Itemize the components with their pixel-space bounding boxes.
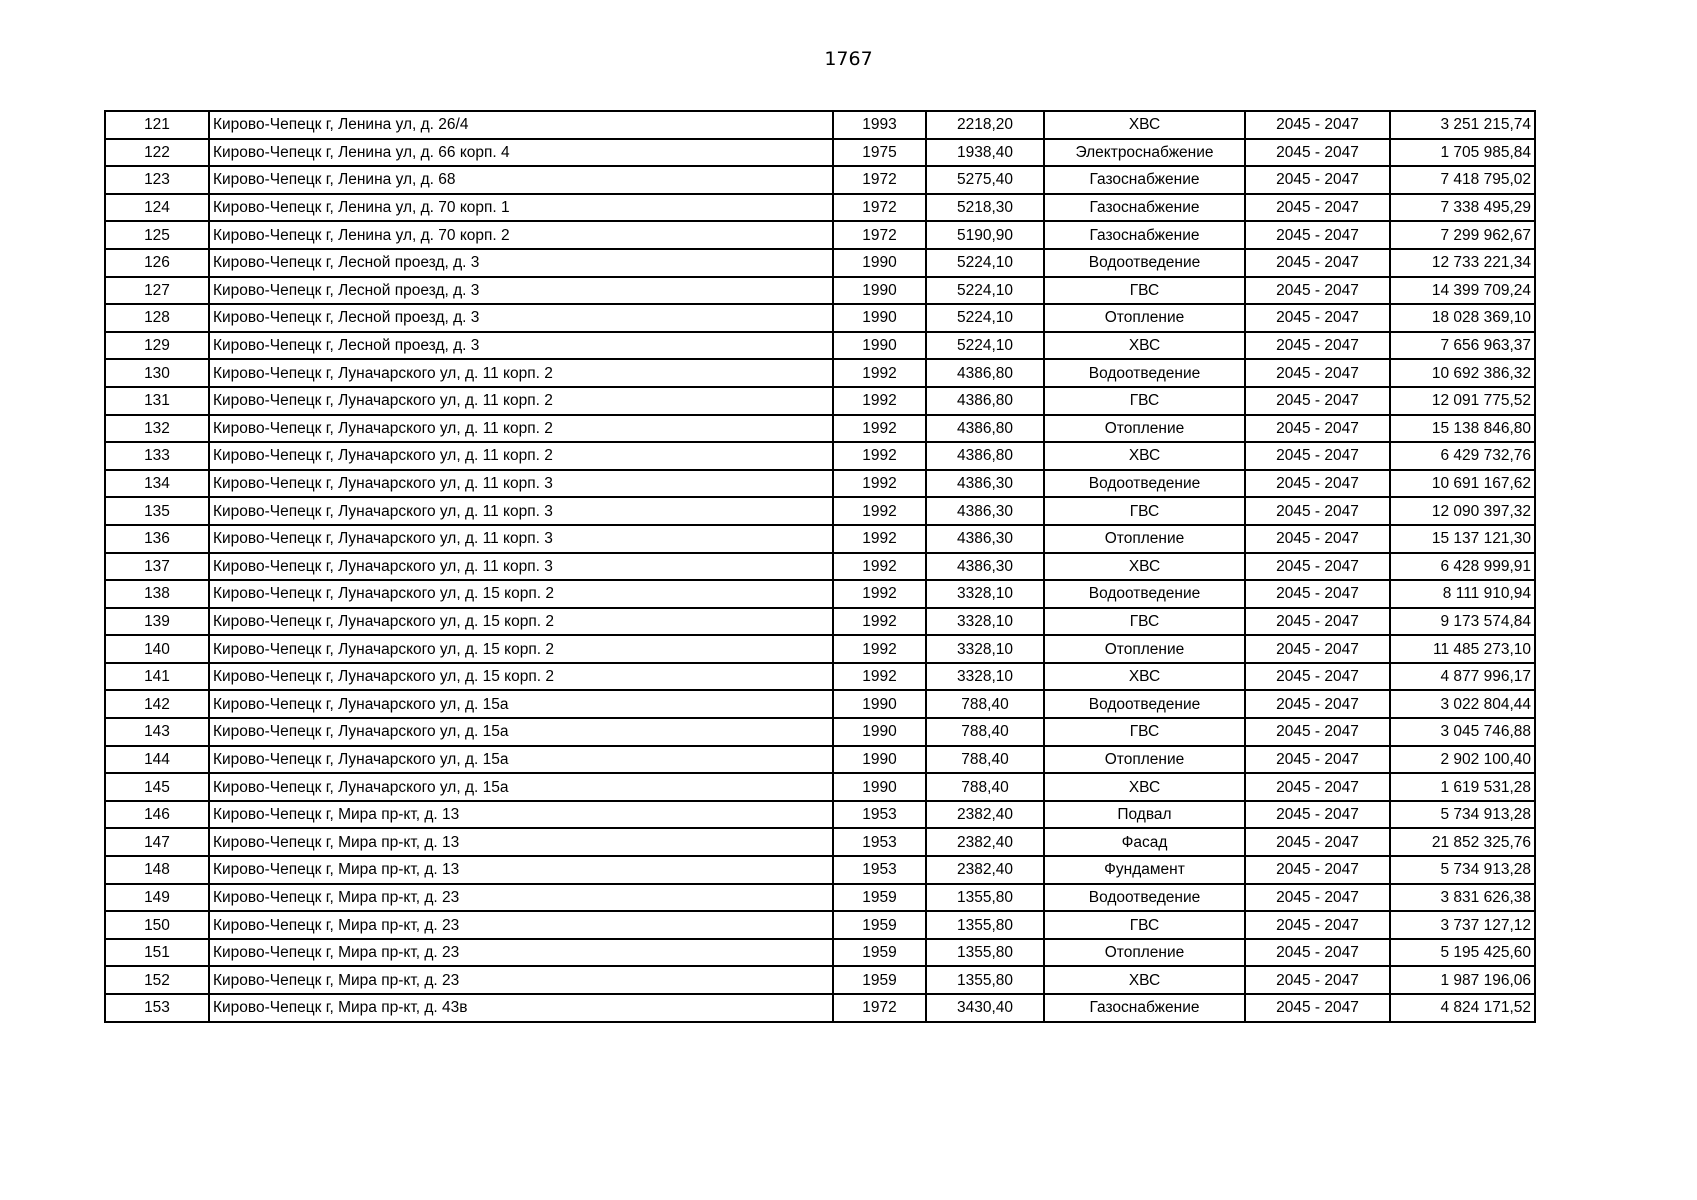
period-cell: 2045 - 2047 <box>1245 277 1390 305</box>
cost-cell: 7 338 495,29 <box>1390 194 1535 222</box>
work-type-cell: Газоснабжение <box>1044 221 1245 249</box>
work-type-cell: ГВС <box>1044 277 1245 305</box>
work-type-cell: Газоснабжение <box>1044 166 1245 194</box>
area-cell: 4386,80 <box>926 415 1044 443</box>
cost-cell: 21 852 325,76 <box>1390 828 1535 856</box>
row-number-cell: 149 <box>105 884 209 912</box>
build-year-cell: 1959 <box>833 966 926 994</box>
work-type-cell: ХВС <box>1044 442 1245 470</box>
row-number-cell: 151 <box>105 939 209 967</box>
table-row <box>105 746 1535 774</box>
build-year-cell: 1972 <box>833 994 926 1022</box>
table-row <box>105 139 1535 167</box>
address-cell: Кирово-Чепецк г, Луначарского ул, д. 11 корп. 3 <box>209 497 833 525</box>
table-row <box>105 470 1535 498</box>
row-number-cell: 150 <box>105 911 209 939</box>
address-cell: Кирово-Чепецк г, Луначарского ул, д. 15а <box>209 746 833 774</box>
row-number-cell: 148 <box>105 856 209 884</box>
work-type-cell: Водоотведение <box>1044 580 1245 608</box>
row-number-cell: 137 <box>105 553 209 581</box>
area-cell: 788,40 <box>926 718 1044 746</box>
work-type-cell: ХВС <box>1044 111 1245 139</box>
cost-cell: 9 173 574,84 <box>1390 608 1535 636</box>
row-number-cell: 147 <box>105 828 209 856</box>
build-year-cell: 1975 <box>833 139 926 167</box>
area-cell: 5275,40 <box>926 166 1044 194</box>
area-cell: 788,40 <box>926 690 1044 718</box>
cost-cell: 7 656 963,37 <box>1390 332 1535 360</box>
row-number-cell: 122 <box>105 139 209 167</box>
period-cell: 2045 - 2047 <box>1245 966 1390 994</box>
area-cell: 4386,30 <box>926 497 1044 525</box>
row-number-cell: 124 <box>105 194 209 222</box>
period-cell: 2045 - 2047 <box>1245 166 1390 194</box>
table-row <box>105 111 1535 139</box>
work-type-cell: Водоотведение <box>1044 884 1245 912</box>
period-cell: 2045 - 2047 <box>1245 304 1390 332</box>
work-type-cell: Газоснабжение <box>1044 994 1245 1022</box>
build-year-cell: 1953 <box>833 801 926 829</box>
build-year-cell: 1990 <box>833 249 926 277</box>
address-cell: Кирово-Чепецк г, Лесной проезд, д. 3 <box>209 304 833 332</box>
build-year-cell: 1992 <box>833 525 926 553</box>
address-cell: Кирово-Чепецк г, Луначарского ул, д. 11 корп. 2 <box>209 442 833 470</box>
row-number-cell: 121 <box>105 111 209 139</box>
period-cell: 2045 - 2047 <box>1245 470 1390 498</box>
table-row <box>105 635 1535 663</box>
build-year-cell: 1992 <box>833 635 926 663</box>
period-cell: 2045 - 2047 <box>1245 994 1390 1022</box>
cost-cell: 5 734 913,28 <box>1390 801 1535 829</box>
cost-cell: 3 022 804,44 <box>1390 690 1535 718</box>
period-cell: 2045 - 2047 <box>1245 194 1390 222</box>
area-cell: 5224,10 <box>926 249 1044 277</box>
build-year-cell: 1992 <box>833 470 926 498</box>
period-cell: 2045 - 2047 <box>1245 939 1390 967</box>
build-year-cell: 1990 <box>833 773 926 801</box>
build-year-cell: 1992 <box>833 553 926 581</box>
work-type-cell: Водоотведение <box>1044 690 1245 718</box>
period-cell: 2045 - 2047 <box>1245 911 1390 939</box>
period-cell: 2045 - 2047 <box>1245 497 1390 525</box>
table-row <box>105 690 1535 718</box>
address-cell: Кирово-Чепецк г, Луначарского ул, д. 11 корп. 2 <box>209 359 833 387</box>
row-number-cell: 142 <box>105 690 209 718</box>
area-cell: 2382,40 <box>926 828 1044 856</box>
area-cell: 3328,10 <box>926 663 1044 691</box>
build-year-cell: 1990 <box>833 304 926 332</box>
area-cell: 2218,20 <box>926 111 1044 139</box>
table-row <box>105 994 1535 1022</box>
cost-cell: 11 485 273,10 <box>1390 635 1535 663</box>
period-cell: 2045 - 2047 <box>1245 249 1390 277</box>
row-number-cell: 153 <box>105 994 209 1022</box>
work-type-cell: ГВС <box>1044 911 1245 939</box>
cost-cell: 10 692 386,32 <box>1390 359 1535 387</box>
address-cell: Кирово-Чепецк г, Луначарского ул, д. 15 корп. 2 <box>209 663 833 691</box>
build-year-cell: 1959 <box>833 884 926 912</box>
area-cell: 4386,30 <box>926 553 1044 581</box>
table-row <box>105 911 1535 939</box>
table-row <box>105 359 1535 387</box>
row-number-cell: 130 <box>105 359 209 387</box>
build-year-cell: 1992 <box>833 580 926 608</box>
table-row <box>105 966 1535 994</box>
cost-cell: 4 824 171,52 <box>1390 994 1535 1022</box>
table-row <box>105 166 1535 194</box>
work-type-cell: Отопление <box>1044 304 1245 332</box>
address-cell: Кирово-Чепецк г, Луначарского ул, д. 15а <box>209 718 833 746</box>
period-cell: 2045 - 2047 <box>1245 525 1390 553</box>
repair-register-table <box>104 110 1536 1023</box>
address-cell: Кирово-Чепецк г, Лесной проезд, д. 3 <box>209 332 833 360</box>
period-cell: 2045 - 2047 <box>1245 746 1390 774</box>
area-cell: 3328,10 <box>926 580 1044 608</box>
work-type-cell: ХВС <box>1044 966 1245 994</box>
area-cell: 3328,10 <box>926 608 1044 636</box>
build-year-cell: 1990 <box>833 332 926 360</box>
period-cell: 2045 - 2047 <box>1245 690 1390 718</box>
work-type-cell: ХВС <box>1044 553 1245 581</box>
row-number-cell: 134 <box>105 470 209 498</box>
build-year-cell: 1972 <box>833 166 926 194</box>
table-row <box>105 939 1535 967</box>
work-type-cell: Отопление <box>1044 746 1245 774</box>
table-row <box>105 580 1535 608</box>
row-number-cell: 133 <box>105 442 209 470</box>
table-row <box>105 828 1535 856</box>
area-cell: 1355,80 <box>926 939 1044 967</box>
period-cell: 2045 - 2047 <box>1245 773 1390 801</box>
period-cell: 2045 - 2047 <box>1245 856 1390 884</box>
address-cell: Кирово-Чепецк г, Ленина ул, д. 68 <box>209 166 833 194</box>
address-cell: Кирово-Чепецк г, Мира пр-кт, д. 23 <box>209 966 833 994</box>
cost-cell: 8 111 910,94 <box>1390 580 1535 608</box>
period-cell: 2045 - 2047 <box>1245 635 1390 663</box>
work-type-cell: ГВС <box>1044 387 1245 415</box>
table-row <box>105 663 1535 691</box>
area-cell: 3430,40 <box>926 994 1044 1022</box>
period-cell: 2045 - 2047 <box>1245 442 1390 470</box>
cost-cell: 12 733 221,34 <box>1390 249 1535 277</box>
address-cell: Кирово-Чепецк г, Ленина ул, д. 26/4 <box>209 111 833 139</box>
row-number-cell: 143 <box>105 718 209 746</box>
build-year-cell: 1972 <box>833 194 926 222</box>
cost-cell: 10 691 167,62 <box>1390 470 1535 498</box>
period-cell: 2045 - 2047 <box>1245 359 1390 387</box>
build-year-cell: 1959 <box>833 939 926 967</box>
work-type-cell: Отопление <box>1044 415 1245 443</box>
cost-cell: 1 619 531,28 <box>1390 773 1535 801</box>
cost-cell: 12 091 775,52 <box>1390 387 1535 415</box>
row-number-cell: 135 <box>105 497 209 525</box>
table-row <box>105 194 1535 222</box>
table-row <box>105 773 1535 801</box>
work-type-cell: Газоснабжение <box>1044 194 1245 222</box>
area-cell: 788,40 <box>926 773 1044 801</box>
work-type-cell: Отопление <box>1044 939 1245 967</box>
address-cell: Кирово-Чепецк г, Луначарского ул, д. 11 корп. 3 <box>209 525 833 553</box>
table-body <box>105 111 1535 1022</box>
address-cell: Кирово-Чепецк г, Ленина ул, д. 70 корп. 1 <box>209 194 833 222</box>
build-year-cell: 1953 <box>833 856 926 884</box>
build-year-cell: 1993 <box>833 111 926 139</box>
area-cell: 1355,80 <box>926 884 1044 912</box>
area-cell: 4386,80 <box>926 359 1044 387</box>
cost-cell: 5 734 913,28 <box>1390 856 1535 884</box>
period-cell: 2045 - 2047 <box>1245 608 1390 636</box>
address-cell: Кирово-Чепецк г, Луначарского ул, д. 15а <box>209 690 833 718</box>
area-cell: 1355,80 <box>926 966 1044 994</box>
period-cell: 2045 - 2047 <box>1245 580 1390 608</box>
table-row <box>105 525 1535 553</box>
area-cell: 5190,90 <box>926 221 1044 249</box>
build-year-cell: 1972 <box>833 221 926 249</box>
period-cell: 2045 - 2047 <box>1245 415 1390 443</box>
row-number-cell: 152 <box>105 966 209 994</box>
table-row <box>105 415 1535 443</box>
area-cell: 2382,40 <box>926 801 1044 829</box>
cost-cell: 6 429 732,76 <box>1390 442 1535 470</box>
row-number-cell: 139 <box>105 608 209 636</box>
period-cell: 2045 - 2047 <box>1245 139 1390 167</box>
period-cell: 2045 - 2047 <box>1245 718 1390 746</box>
address-cell: Кирово-Чепецк г, Мира пр-кт, д. 13 <box>209 828 833 856</box>
period-cell: 2045 - 2047 <box>1245 884 1390 912</box>
table-row <box>105 442 1535 470</box>
build-year-cell: 1992 <box>833 608 926 636</box>
address-cell: Кирово-Чепецк г, Луначарского ул, д. 15 корп. 2 <box>209 608 833 636</box>
work-type-cell: ХВС <box>1044 332 1245 360</box>
area-cell: 4386,80 <box>926 442 1044 470</box>
build-year-cell: 1992 <box>833 387 926 415</box>
work-type-cell: Отопление <box>1044 525 1245 553</box>
work-type-cell: ГВС <box>1044 608 1245 636</box>
table-row <box>105 277 1535 305</box>
area-cell: 5224,10 <box>926 304 1044 332</box>
area-cell: 1938,40 <box>926 139 1044 167</box>
work-type-cell: Отопление <box>1044 635 1245 663</box>
table-row <box>105 884 1535 912</box>
table-row <box>105 718 1535 746</box>
row-number-cell: 146 <box>105 801 209 829</box>
table-row <box>105 856 1535 884</box>
cost-cell: 3 831 626,38 <box>1390 884 1535 912</box>
build-year-cell: 1992 <box>833 663 926 691</box>
period-cell: 2045 - 2047 <box>1245 801 1390 829</box>
work-type-cell: Водоотведение <box>1044 359 1245 387</box>
address-cell: Кирово-Чепецк г, Мира пр-кт, д. 23 <box>209 911 833 939</box>
cost-cell: 3 251 215,74 <box>1390 111 1535 139</box>
address-cell: Кирово-Чепецк г, Ленина ул, д. 70 корп. 2 <box>209 221 833 249</box>
period-cell: 2045 - 2047 <box>1245 332 1390 360</box>
period-cell: 2045 - 2047 <box>1245 387 1390 415</box>
area-cell: 2382,40 <box>926 856 1044 884</box>
address-cell: Кирово-Чепецк г, Мира пр-кт, д. 13 <box>209 856 833 884</box>
address-cell: Кирово-Чепецк г, Ленина ул, д. 66 корп. 4 <box>209 139 833 167</box>
work-type-cell: Фундамент <box>1044 856 1245 884</box>
area-cell: 1355,80 <box>926 911 1044 939</box>
row-number-cell: 145 <box>105 773 209 801</box>
address-cell: Кирово-Чепецк г, Луначарского ул, д. 11 корп. 2 <box>209 387 833 415</box>
address-cell: Кирово-Чепецк г, Луначарского ул, д. 15а <box>209 773 833 801</box>
cost-cell: 1 705 985,84 <box>1390 139 1535 167</box>
build-year-cell: 1990 <box>833 746 926 774</box>
area-cell: 3328,10 <box>926 635 1044 663</box>
area-cell: 4386,30 <box>926 470 1044 498</box>
cost-cell: 5 195 425,60 <box>1390 939 1535 967</box>
build-year-cell: 1990 <box>833 690 926 718</box>
area-cell: 5224,10 <box>926 277 1044 305</box>
work-type-cell: Подвал <box>1044 801 1245 829</box>
row-number-cell: 131 <box>105 387 209 415</box>
address-cell: Кирово-Чепецк г, Мира пр-кт, д. 23 <box>209 884 833 912</box>
page-number: 1767 <box>824 48 873 70</box>
cost-cell: 2 902 100,40 <box>1390 746 1535 774</box>
period-cell: 2045 - 2047 <box>1245 828 1390 856</box>
work-type-cell: ХВС <box>1044 773 1245 801</box>
row-number-cell: 127 <box>105 277 209 305</box>
cost-cell: 3 737 127,12 <box>1390 911 1535 939</box>
area-cell: 4386,30 <box>926 525 1044 553</box>
build-year-cell: 1992 <box>833 415 926 443</box>
work-type-cell: Электроснабжение <box>1044 139 1245 167</box>
area-cell: 4386,80 <box>926 387 1044 415</box>
area-cell: 5218,30 <box>926 194 1044 222</box>
cost-cell: 7 418 795,02 <box>1390 166 1535 194</box>
address-cell: Кирово-Чепецк г, Мира пр-кт, д. 23 <box>209 939 833 967</box>
address-cell: Кирово-Чепецк г, Луначарского ул, д. 15 корп. 2 <box>209 635 833 663</box>
row-number-cell: 128 <box>105 304 209 332</box>
work-type-cell: ХВС <box>1044 663 1245 691</box>
row-number-cell: 136 <box>105 525 209 553</box>
row-number-cell: 126 <box>105 249 209 277</box>
cost-cell: 18 028 369,10 <box>1390 304 1535 332</box>
cost-cell: 1 987 196,06 <box>1390 966 1535 994</box>
address-cell: Кирово-Чепецк г, Лесной проезд, д. 3 <box>209 277 833 305</box>
row-number-cell: 144 <box>105 746 209 774</box>
table-row <box>105 249 1535 277</box>
row-number-cell: 129 <box>105 332 209 360</box>
address-cell: Кирово-Чепецк г, Луначарского ул, д. 11 корп. 2 <box>209 415 833 443</box>
area-cell: 788,40 <box>926 746 1044 774</box>
address-cell: Кирово-Чепецк г, Лесной проезд, д. 3 <box>209 249 833 277</box>
cost-cell: 7 299 962,67 <box>1390 221 1535 249</box>
period-cell: 2045 - 2047 <box>1245 553 1390 581</box>
cost-cell: 6 428 999,91 <box>1390 553 1535 581</box>
table-row <box>105 497 1535 525</box>
table-row <box>105 332 1535 360</box>
work-type-cell: Водоотведение <box>1044 470 1245 498</box>
cost-cell: 14 399 709,24 <box>1390 277 1535 305</box>
address-cell: Кирово-Чепецк г, Луначарского ул, д. 11 корп. 3 <box>209 553 833 581</box>
build-year-cell: 1990 <box>833 277 926 305</box>
work-type-cell: Фасад <box>1044 828 1245 856</box>
build-year-cell: 1953 <box>833 828 926 856</box>
table-row <box>105 801 1535 829</box>
cost-cell: 15 138 846,80 <box>1390 415 1535 443</box>
address-cell: Кирово-Чепецк г, Луначарского ул, д. 11 корп. 3 <box>209 470 833 498</box>
area-cell: 5224,10 <box>926 332 1044 360</box>
table-row <box>105 387 1535 415</box>
cost-cell: 15 137 121,30 <box>1390 525 1535 553</box>
build-year-cell: 1992 <box>833 497 926 525</box>
build-year-cell: 1990 <box>833 718 926 746</box>
build-year-cell: 1992 <box>833 442 926 470</box>
row-number-cell: 141 <box>105 663 209 691</box>
work-type-cell: Водоотведение <box>1044 249 1245 277</box>
period-cell: 2045 - 2047 <box>1245 221 1390 249</box>
address-cell: Кирово-Чепецк г, Луначарского ул, д. 15 корп. 2 <box>209 580 833 608</box>
table-row <box>105 608 1535 636</box>
period-cell: 2045 - 2047 <box>1245 111 1390 139</box>
row-number-cell: 140 <box>105 635 209 663</box>
table-row <box>105 304 1535 332</box>
table-row <box>105 553 1535 581</box>
build-year-cell: 1959 <box>833 911 926 939</box>
row-number-cell: 138 <box>105 580 209 608</box>
cost-cell: 4 877 996,17 <box>1390 663 1535 691</box>
work-type-cell: ГВС <box>1044 718 1245 746</box>
address-cell: Кирово-Чепецк г, Мира пр-кт, д. 13 <box>209 801 833 829</box>
row-number-cell: 123 <box>105 166 209 194</box>
row-number-cell: 125 <box>105 221 209 249</box>
period-cell: 2045 - 2047 <box>1245 663 1390 691</box>
address-cell: Кирово-Чепецк г, Мира пр-кт, д. 43в <box>209 994 833 1022</box>
build-year-cell: 1992 <box>833 359 926 387</box>
work-type-cell: ГВС <box>1044 497 1245 525</box>
cost-cell: 12 090 397,32 <box>1390 497 1535 525</box>
row-number-cell: 132 <box>105 415 209 443</box>
table-row <box>105 221 1535 249</box>
cost-cell: 3 045 746,88 <box>1390 718 1535 746</box>
